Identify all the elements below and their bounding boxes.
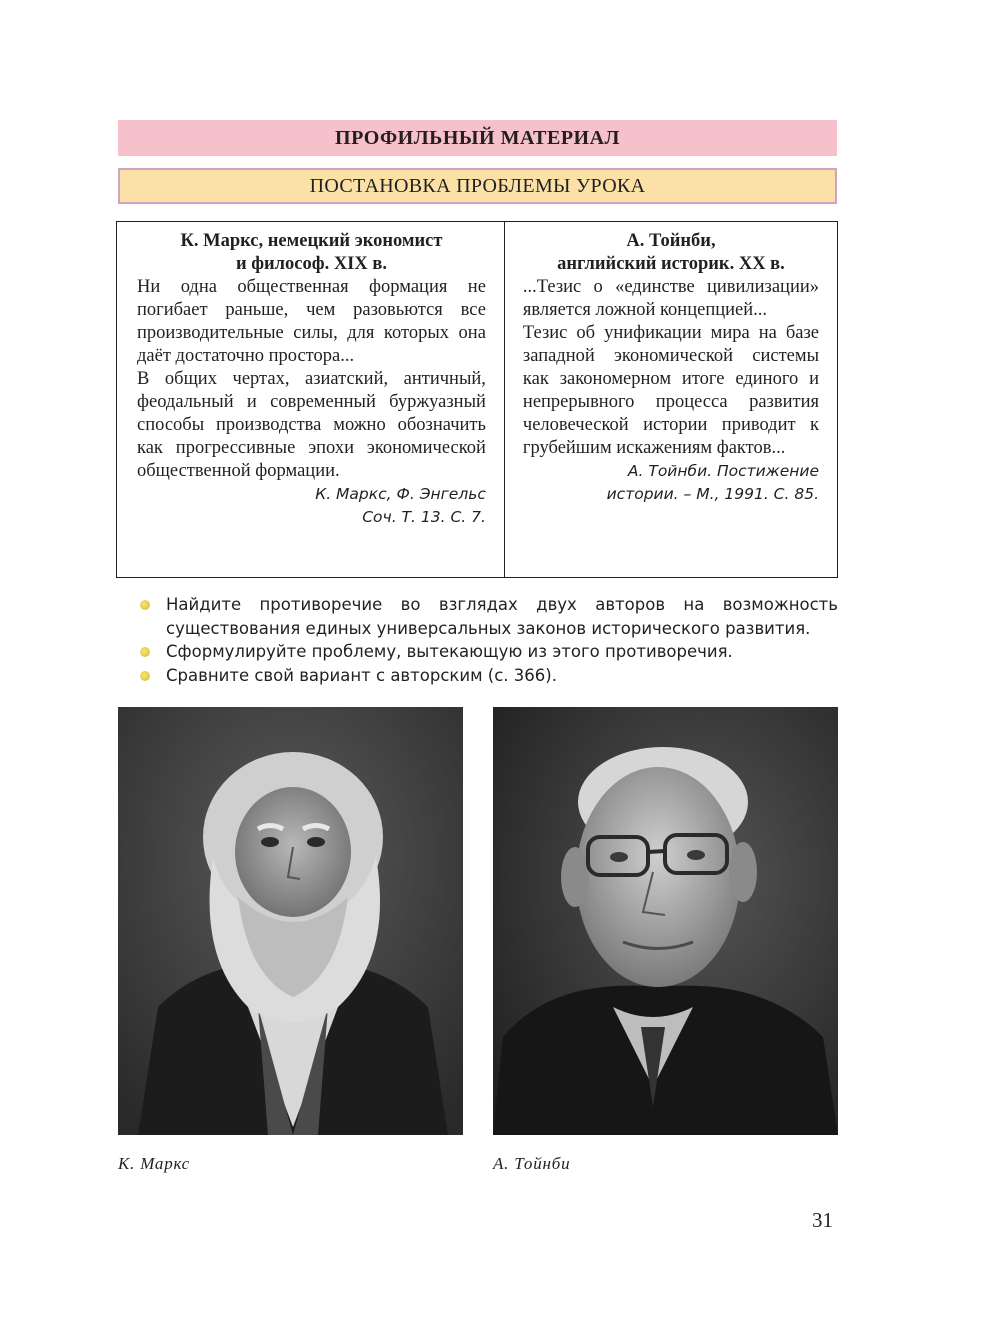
marx-caption: К. Маркс [118, 1154, 190, 1173]
toynbee-quote-column [505, 222, 837, 577]
toynbee-quote-paragraph1: ...Тезис о «единстве цивилизации» является ложной концепцией... [522, 277, 819, 320]
lesson-problem-label: ПОСТАНОВКА ПРОБЛЕМЫ УРОКА [309, 174, 646, 197]
task-list [138, 593, 838, 687]
bullet-icon [140, 600, 150, 610]
toynbee-source-line2: истории. – М., 1991. С. 85. [606, 485, 819, 503]
task-text: Сформулируйте проблему, вытекающую из этого противоречия. [166, 642, 733, 661]
marx-portrait [118, 707, 463, 1135]
quotes-table [116, 221, 838, 578]
task-text: Найдите противоречие во взглядах двух авторов на возможность существования единых универсальных законов исторического развития. [166, 595, 838, 638]
bullet-icon [140, 671, 150, 681]
marx-quote-column [117, 222, 505, 577]
task-text: Сравните свой вариант с авторским (с. 366). [166, 665, 557, 685]
profile-material-label: ПРОФИЛЬНЫЙ МАТЕРИАЛ [335, 126, 620, 149]
marx-source-line1: К. Маркс, Ф. Энгельс [315, 485, 486, 503]
toynbee-portrait [493, 707, 838, 1135]
page-number: 31 [812, 1208, 833, 1232]
marx-quote-paragraph2: В общих чертах, азиатский, античный, феодальный и современный буржуазный способы производства можно обозначить как прогрессивные эпохи экономической общественной формации. [137, 369, 486, 481]
task-item [138, 640, 838, 664]
toynbee-caption: А. Тойнби [493, 1154, 571, 1173]
toynbee-author-line2: английский историк. XX в. [557, 254, 785, 274]
marx-author-line2: и философ. XIX в. [235, 254, 387, 274]
profile-material-heading [118, 120, 837, 156]
marx-quote-paragraph1: Ни одна общественная формация не погибает раньше, чем разовьются все производительные силы, для которых она даёт достаточно простора... [137, 277, 486, 366]
marx-source-line2: Соч. Т. 13. С. 7. [362, 508, 486, 526]
task-item [138, 593, 838, 640]
toynbee-source-line1: А. Тойнби. Постижение [627, 462, 819, 480]
lesson-problem-heading [118, 168, 837, 204]
marx-author-line1: К. Маркс, немецкий экономист [180, 231, 443, 251]
toynbee-author-line1: А. Тойнби, [626, 231, 716, 251]
task-item [138, 664, 838, 688]
toynbee-quote-paragraph2: Тезис об унификации мира на базе западной экономической системы как закономерном итоге единого и непрерывного процесса развития человеческой истории приводит к грубейшим искажениям фактов... [522, 323, 819, 458]
bullet-icon [140, 647, 150, 657]
